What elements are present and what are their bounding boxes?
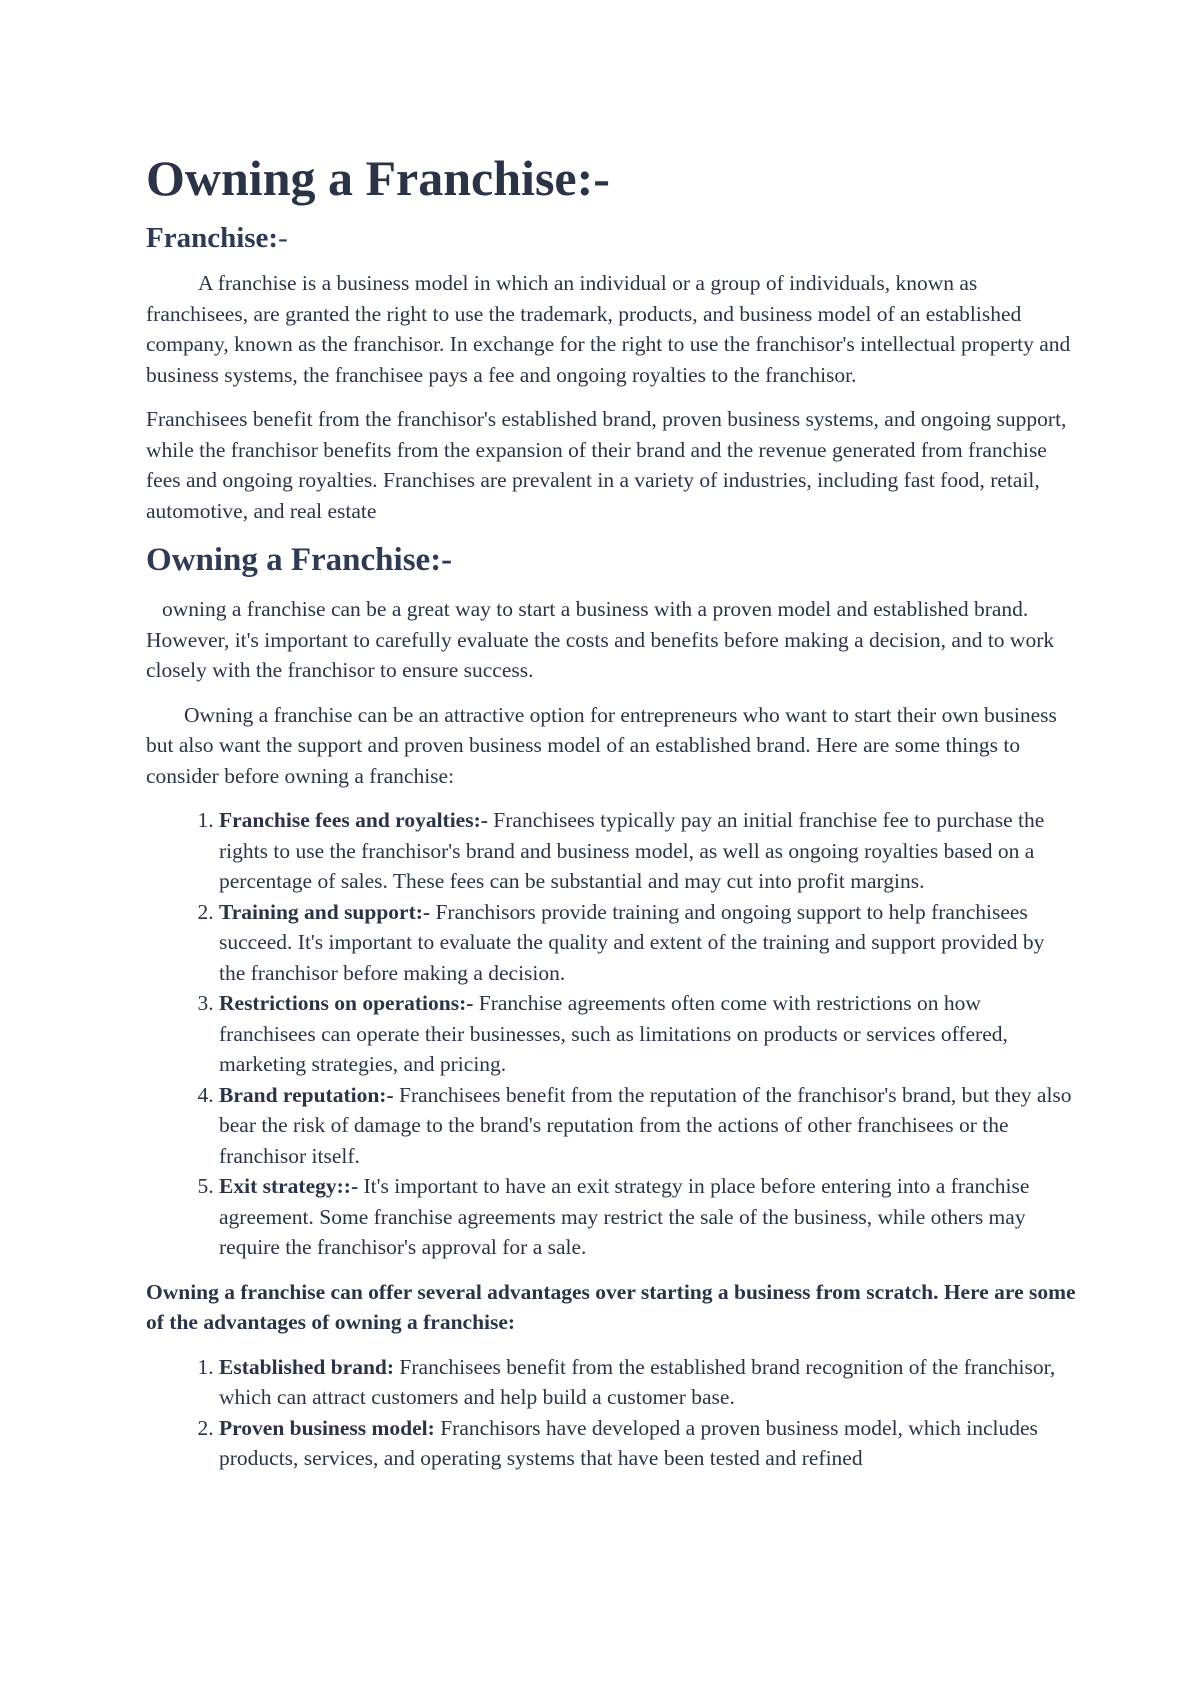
- list-item-term: Exit strategy::-: [219, 1174, 359, 1198]
- franchise-definition-paragraph: A franchise is a business model in which an individual or a group of individuals, known as franchisees, are granted the right to use the trademark, products, and business model of an established company, known as the franchisor. In exchange for the right to use the franchisor's intellectual property and business systems, the franchisee pays a fee and ongoing royalties to the franchisor.: [146, 271, 1071, 387]
- document-page: [146, 140, 1076, 1488]
- section-heading-franchise-dash: -: [278, 222, 288, 254]
- list-item: [219, 1080, 1076, 1172]
- list-item: [219, 805, 1076, 897]
- list-item: [219, 1352, 1076, 1413]
- list-item-text: Franchise agreements often come with restrictions on how franchisees can operate their businesses, such as limitations on products or services offered, marketing strategies, and pricing.: [219, 991, 1008, 1076]
- list-item-term: Restrictions on operations:-: [219, 991, 474, 1015]
- section-heading-franchise: [146, 220, 1076, 256]
- list-item-text: Franchisees typically pay an initial franchise fee to purchase the rights to use the franchisor's brand and business model, as well as ongoing royalties based on a percentage of sales. These fees can be substantial and may cut into profit margins.: [219, 808, 1045, 893]
- considerations-list: [146, 805, 1076, 1263]
- section-heading-franchise-text: Franchise:: [146, 222, 279, 254]
- advantages-list: [146, 1352, 1076, 1474]
- list-item-text: Franchisees benefit from the established brand recognition of the franchisor, which can attract customers and help build a customer base.: [219, 1354, 1056, 1409]
- list-item: [219, 1171, 1076, 1263]
- list-item-term: Established brand:: [219, 1354, 395, 1379]
- list-item-term: Franchise fees and royalties:-: [219, 808, 488, 832]
- list-item-text: It's important to have an exit strategy in place before entering into a franchise agreement. Some franchise agreements may restrict the sale of the business, while others may require the franchisor's approval for a sale.: [219, 1174, 1030, 1259]
- list-item-text: Franchisors have developed a proven business model, which includes products, services, and operating systems that have been tested and refined: [219, 1415, 1038, 1470]
- franchise-benefits-paragraph: Franchisees benefit from the franchisor's established brand, proven business systems, and ongoing support, while the franchisor benefits from the expansion of their brand and the revenue generated from franchise fees and ongoing royalties. Franchises are prevalent in a variety of industries, including fast food, retail, automotive, and real estate: [146, 407, 1067, 523]
- list-item: [219, 1413, 1076, 1474]
- list-item-text: Franchisees benefit from the reputation of the franchisor's brand, but they also bear the risk of damage to the brand's reputation from the actions of other franchisees or the franchisor itself.: [219, 1082, 1072, 1168]
- document-title: Owning a Franchise:-: [146, 150, 610, 206]
- owning-considerations-paragraph: Owning a franchise can be an attractive option for entrepreneurs who want to start their own business but also want the support and proven business model of an established brand. Here are some things to consider before owning a franchise:: [146, 702, 1057, 788]
- list-item: [219, 988, 1076, 1080]
- section-heading-owning: Owning a Franchise:-: [146, 542, 453, 578]
- list-item-text: Franchisors provide training and ongoing support to help franchisees succeed. It's important to evaluate the quality and extent of the training and support provided by the franchisor before making a decision.: [219, 899, 1045, 985]
- list-item-term: Proven business model:: [219, 1415, 435, 1440]
- list-item-term: Brand reputation:-: [219, 1082, 394, 1107]
- list-item-term: Training and support:-: [219, 899, 431, 924]
- advantages-intro-paragraph: Owning a franchise can offer several advantages over starting a business from scratch. Here are some of the advantages of owning a franchise:: [146, 1279, 1076, 1334]
- list-item: [219, 897, 1076, 989]
- owning-intro-paragraph: owning a franchise can be a great way to start a business with a proven model and established brand. However, it's important to carefully evaluate the costs and benefits before making a decision, and to work closely with the franchisor to ensure success.: [146, 597, 1055, 682]
